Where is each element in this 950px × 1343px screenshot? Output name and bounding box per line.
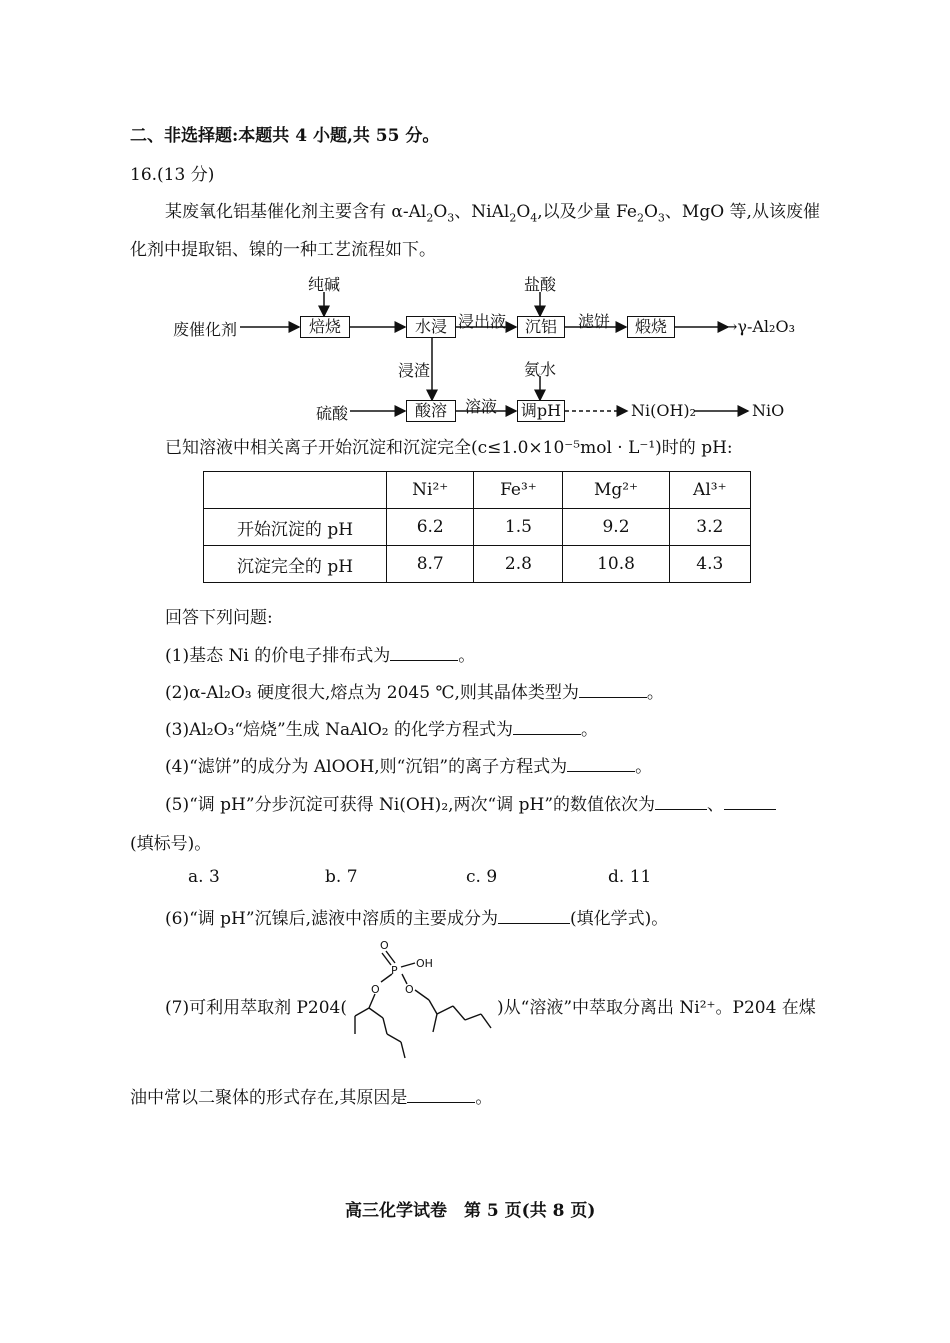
roast-box: 焙烧: [300, 316, 350, 338]
answer-prompt: 回答下列问题:: [165, 608, 273, 628]
answer-blank[interactable]: [498, 907, 570, 924]
question-number: 16.(13 分): [130, 165, 215, 185]
table-header-cell: Fe³⁺: [474, 472, 563, 509]
table-row: [204, 509, 751, 546]
table-row-label: 沉淀完全的 pH: [204, 546, 387, 583]
table-header-cell: Mg²⁺: [563, 472, 669, 509]
nio-label: NiO: [752, 401, 785, 420]
adjust-ph-box: 调pH: [517, 400, 565, 422]
question-5-note: (填标号)。: [130, 834, 212, 854]
solution-label: 溶液: [465, 397, 498, 416]
ni-oh2-label: Ni(OH)₂: [631, 401, 697, 420]
structure-o-right: O: [405, 983, 414, 996]
ammonia-water-label: 氨水: [524, 360, 557, 379]
acid-dissolve-box: 酸溶: [406, 400, 456, 422]
leach-residue-label: 浸渣: [398, 361, 431, 380]
gamma-al2o3-label: →γ-Al₂O₃: [724, 317, 795, 336]
answer-blank[interactable]: [579, 681, 647, 698]
table-cell: 9.2: [563, 509, 669, 546]
structure-oh: OH: [416, 957, 433, 970]
question-6: (6)“调 pH”沉镍后,滤液中溶质的主要成分为 (填化学式)。: [165, 909, 669, 929]
waste-catalyst-label: 废催化剂: [173, 320, 238, 339]
precipitate-al-box: 沉铝: [517, 316, 565, 338]
question-7-part-c: 油中常以二聚体的形式存在,其原因是 。: [130, 1088, 493, 1108]
question-2: (2)α-Al₂O₃ 硬度很大,熔点为 2045 ℃,则其晶体类型为 。: [165, 683, 664, 703]
table-cell: 4.3: [669, 546, 750, 583]
page-footer: 高三化学试卷 第 5 页(共 8 页): [345, 1201, 596, 1221]
question-7-part-a: (7)可利用萃取剂 P204(: [165, 998, 348, 1018]
soda-ash-label: 纯碱: [308, 275, 341, 294]
table-header-cell: Al³⁺: [669, 472, 750, 509]
question-1: (1)基态 Ni 的价电子排布式为 。: [165, 646, 476, 666]
ph-table: [203, 471, 751, 583]
structure-p: P: [391, 964, 398, 977]
intro-line-1: 某废氧化铝基催化剂主要含有 $\alpha-Al_2O_3$、$NiAl_2O_4$,以及少量 $Fe_2O_3$、MgO 等,从该废催: [165, 202, 820, 225]
table-cell: 1.5: [474, 509, 563, 546]
hydrochloric-acid-label: 盐酸: [524, 275, 557, 294]
table-cell: 2.8: [474, 546, 563, 583]
table-row-label: 开始沉淀的 pH: [204, 509, 387, 546]
intro-line-2: 化剂中提取铝、镍的一种工艺流程如下。: [130, 240, 436, 260]
structure-o-top: O: [380, 939, 389, 952]
table-cell: 3.2: [669, 509, 750, 546]
answer-blank[interactable]: [407, 1086, 475, 1103]
table-row: [204, 546, 751, 583]
answer-blank[interactable]: [513, 718, 581, 735]
question-7-part-b: )从“溶液”中萃取分离出 Ni²⁺。P204 在煤: [497, 998, 816, 1018]
structure-o-left: O: [371, 983, 380, 996]
leachate-label: 浸出液: [458, 312, 507, 331]
p204-skeleton-icon: [345, 938, 505, 1068]
option-d: d. 11: [608, 867, 652, 887]
answer-blank[interactable]: [655, 793, 707, 810]
table-header-cell: Ni²⁺: [387, 472, 474, 509]
answer-blank[interactable]: [567, 755, 635, 772]
table-cell: 10.8: [563, 546, 669, 583]
water-leach-box: 水浸: [406, 316, 456, 338]
question-3: (3)Al₂O₃“焙烧”生成 NaAlO₂ 的化学方程式为 。: [165, 720, 599, 740]
answer-blank[interactable]: [390, 644, 458, 661]
filter-cake-label: 滤饼: [578, 312, 611, 331]
sulfuric-acid-label: 硫酸: [316, 404, 349, 423]
table-header-row: [204, 472, 751, 509]
section-title: 二、非选择题:本题共 4 小题,共 55 分。: [130, 126, 440, 146]
calcine-box: 煅烧: [627, 316, 675, 338]
table-cell: 6.2: [387, 509, 474, 546]
question-4: (4)“滤饼”的成分为 AlOOH,则“沉铝”的离子方程式为 。: [165, 757, 653, 777]
table-header-cell: [204, 472, 387, 509]
answer-blank[interactable]: [724, 793, 776, 810]
question-5: (5)“调 pH”分步沉淀可获得 Ni(OH)₂,两次“调 pH”的数值依次为 、: [165, 790, 776, 815]
option-c: c. 9: [466, 867, 498, 887]
flowchart-arrows: [0, 0, 950, 440]
option-b: b. 7: [325, 867, 358, 887]
option-a: a. 3: [188, 867, 220, 887]
known-info: 已知溶液中相关离子开始沉淀和沉淀完全(c≤1.0×10⁻⁵mol · L⁻¹)时的 pH:: [165, 438, 733, 458]
table-cell: 8.7: [387, 546, 474, 583]
